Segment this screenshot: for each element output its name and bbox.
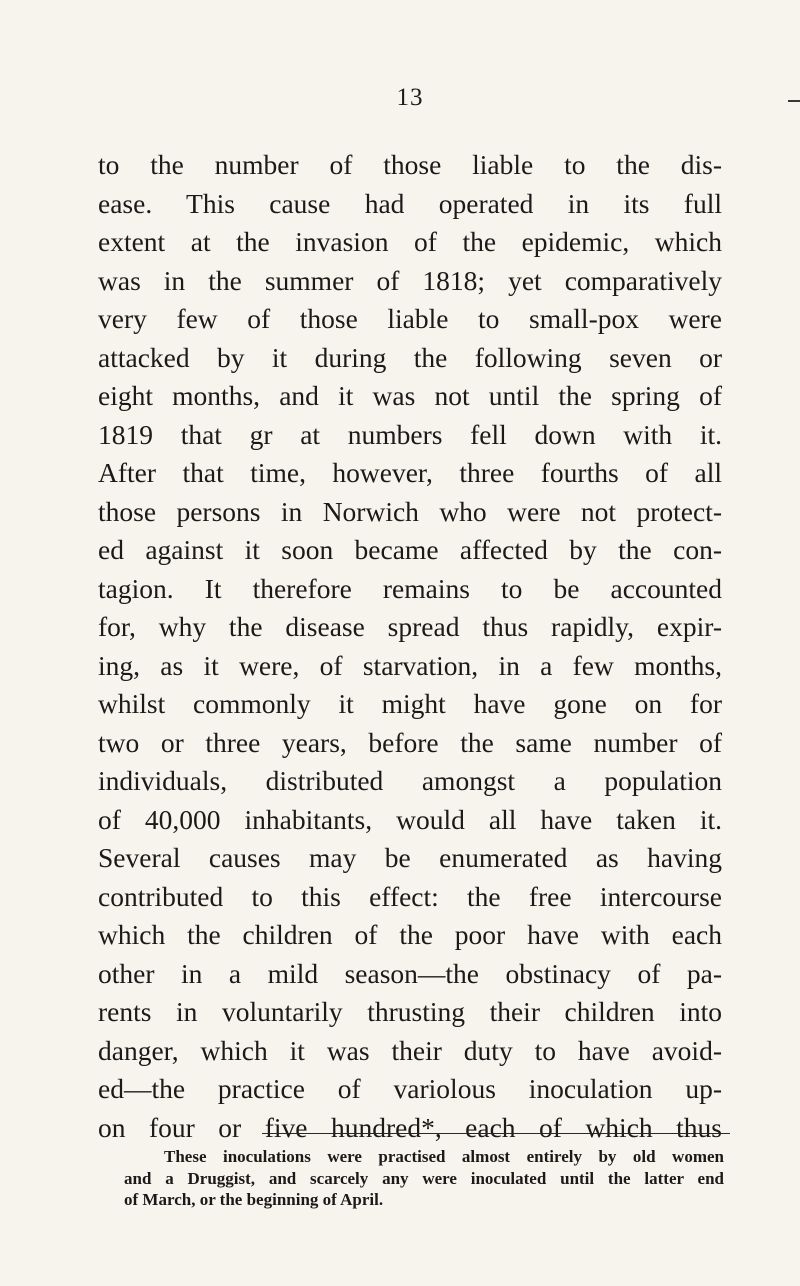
page-number: 13 <box>396 84 424 111</box>
text-line: Several causes may be enumerated as having <box>98 842 722 873</box>
text-line: was in the summer of 1818; yet comparatively <box>98 264 722 296</box>
footnote-divider <box>262 1133 730 1134</box>
text-line: individuals, distributed amongst a population <box>98 765 722 796</box>
text-line: ease. This cause had operated in its full <box>98 187 722 219</box>
text-line: extent at the invasion of the epidemic, which <box>98 226 722 257</box>
text-line: ed—the practice of variolous inoculation up- <box>98 1073 722 1104</box>
text-line: for, why the disease spread thus rapidly, expir- <box>98 611 722 642</box>
text-line: contributed to this effect: the free intercourse <box>98 880 722 912</box>
text-line: very few of those liable to small-pox were <box>98 303 722 334</box>
text-line: After that time, however, three fourths of all <box>98 457 722 488</box>
footnote-line: These inoculations were practised almost entirely by old women <box>164 1147 724 1166</box>
footnote <box>124 1146 724 1211</box>
footnote-line: of March, or the beginning of April. <box>124 1190 384 1209</box>
footnote-line: and a Druggist, and scarcely any were inoculated until the latter end <box>124 1168 724 1188</box>
text-line: on four or five hundred*, each of which thus <box>98 1111 722 1143</box>
body-text <box>98 146 722 1147</box>
text-line: those persons in Norwich who were not protect- <box>98 495 722 527</box>
text-line: tagion. It therefore remains to be accounted <box>98 572 722 604</box>
text-line: danger, which it was their duty to have avoid- <box>98 1034 722 1066</box>
text-line: whilst commonly it might have gone on for <box>98 688 722 719</box>
text-line: rents in voluntarily thrusting their children into <box>98 996 722 1027</box>
text-line: eight months, and it was not until the spring of <box>98 380 722 411</box>
text-line: other in a mild season—the obstinacy of pa- <box>98 957 722 989</box>
text-line: ing, as it were, of starvation, in a few months, <box>98 649 722 681</box>
text-line: which the children of the poor have with each <box>98 919 722 950</box>
text-line: two or three years, before the same number of <box>98 726 722 758</box>
text-line: to the number of those liable to the dis- <box>98 149 722 180</box>
page-edge-mark <box>788 100 800 102</box>
text-line: attacked by it during the following seven or <box>98 341 722 373</box>
text-line: ed against it soon became affected by the con- <box>98 534 722 565</box>
text-line: of 40,000 inhabitants, would all have taken it. <box>98 803 722 835</box>
text-line: 1819 that gr at numbers fell down with it. <box>98 418 722 450</box>
